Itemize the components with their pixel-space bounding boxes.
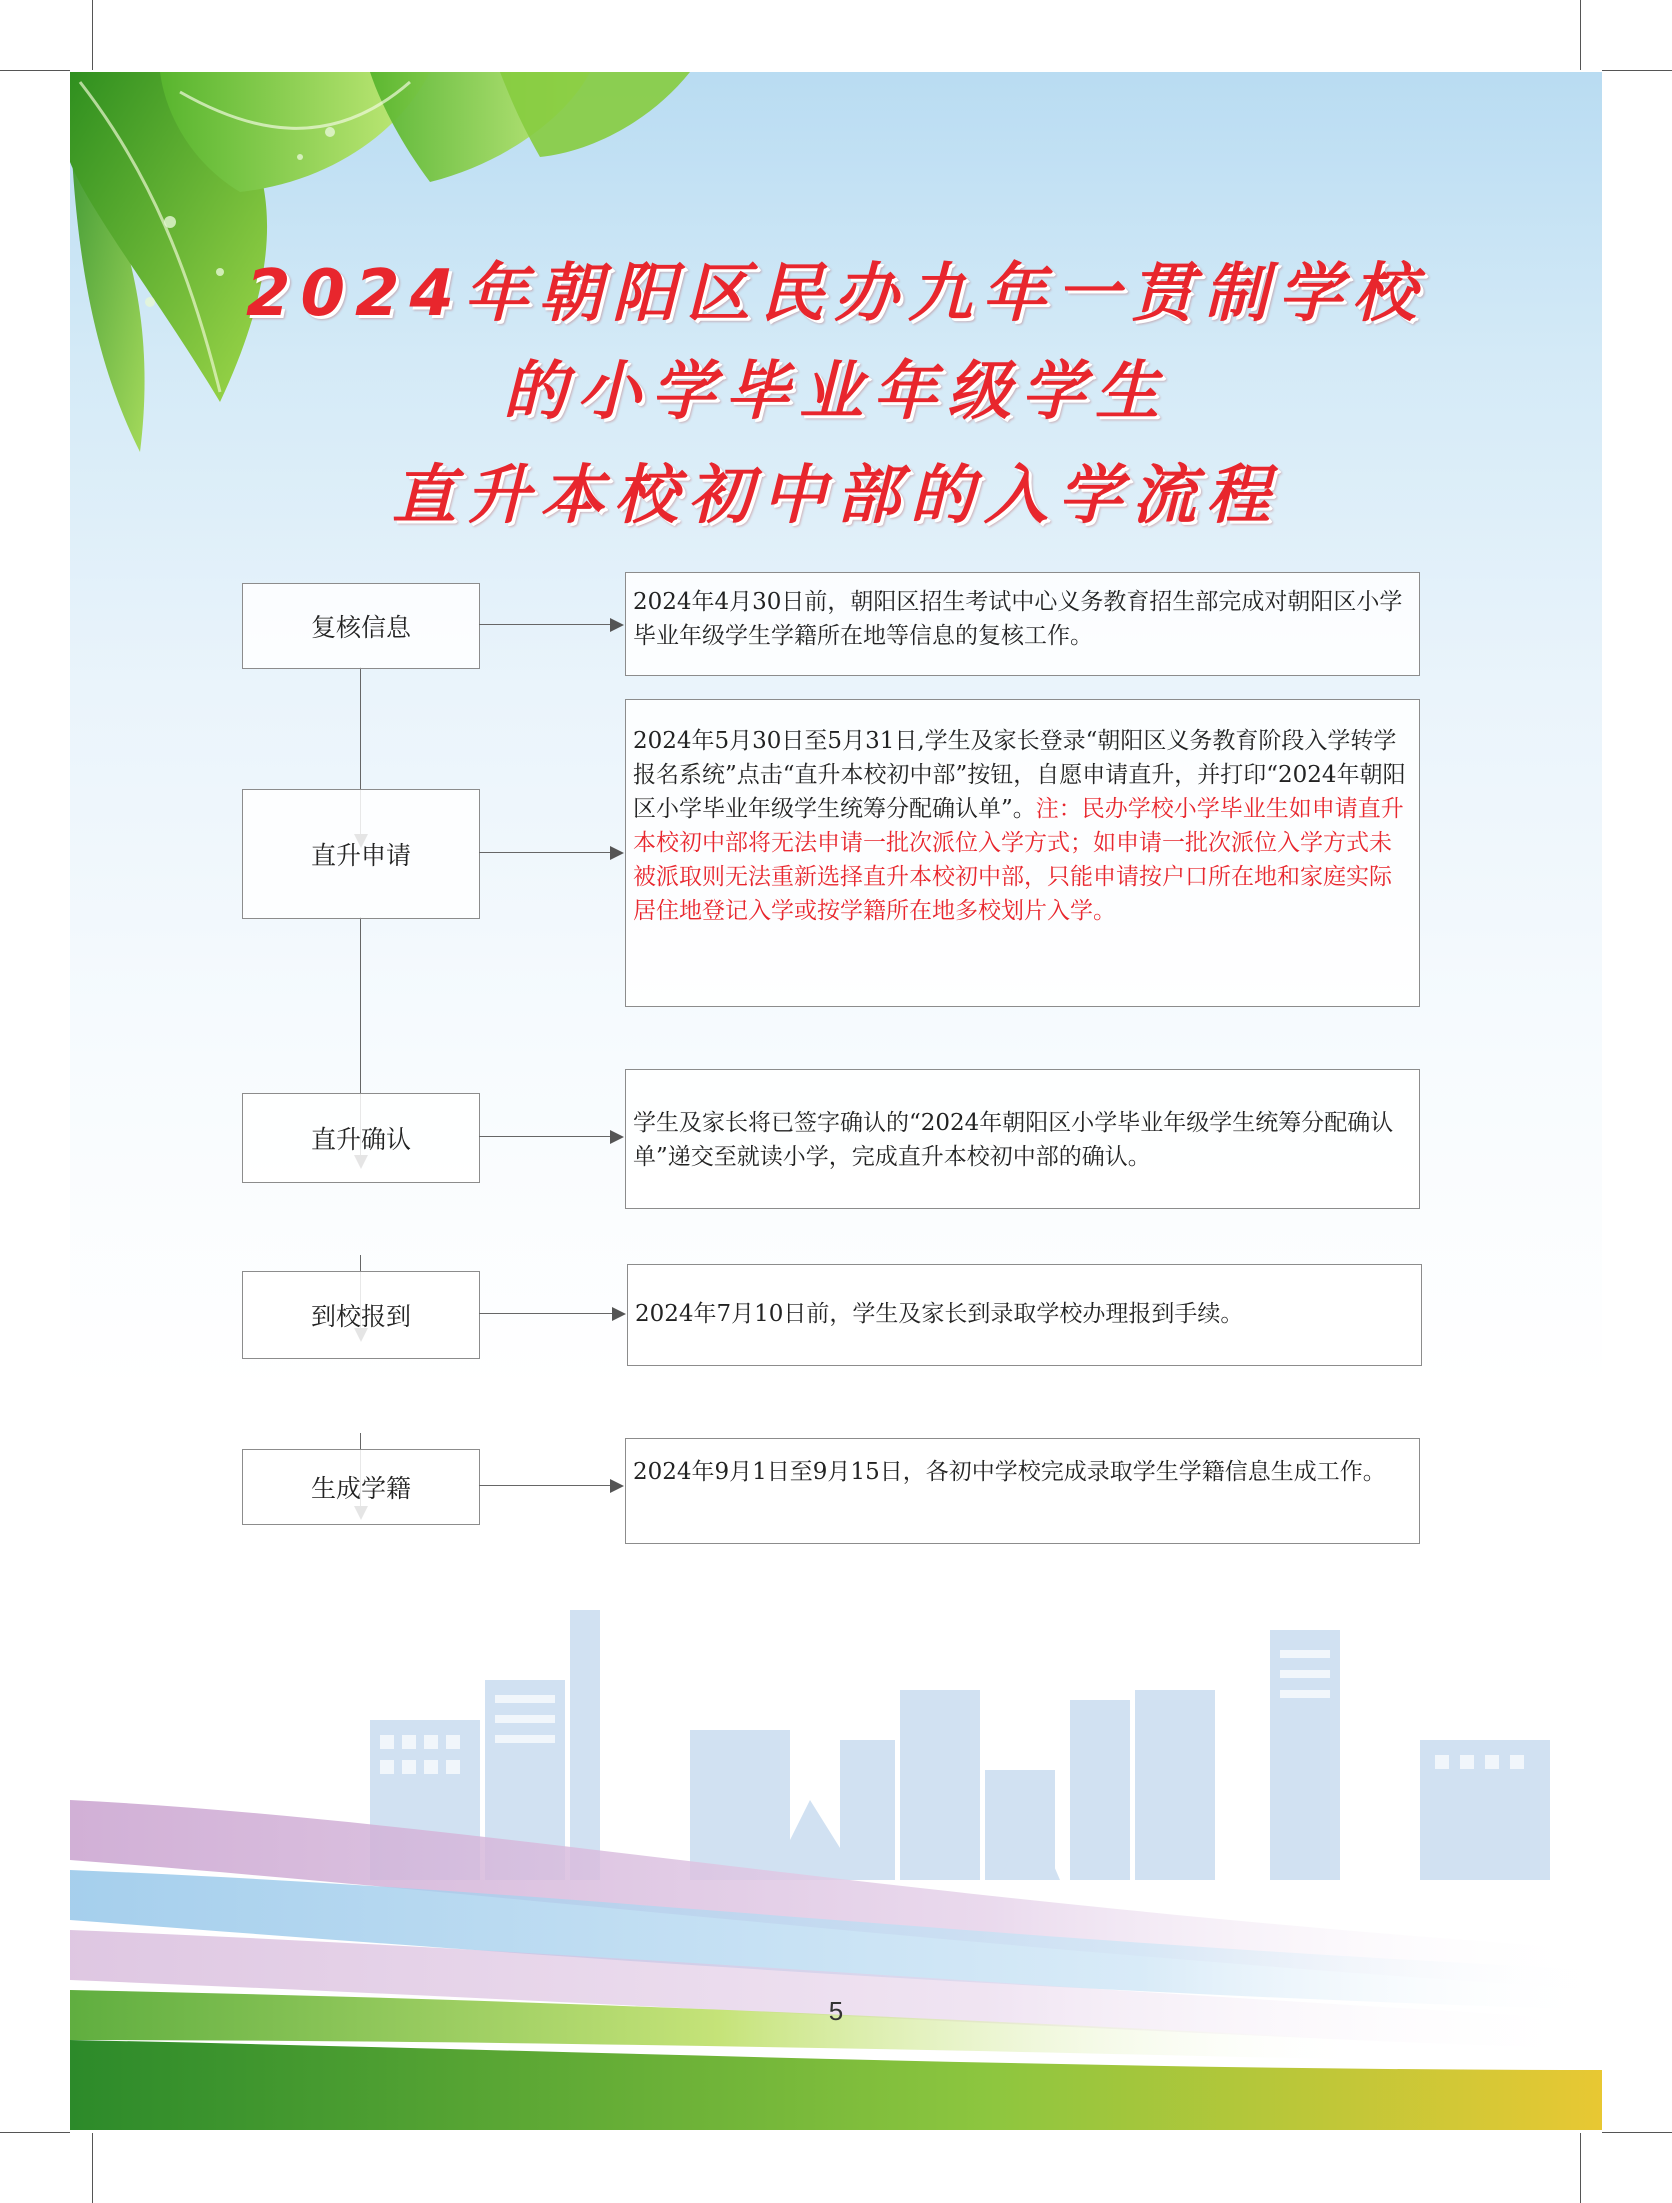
desc-text: 2024年4月30日前，朝阳区招生考试中心义务教育招生部完成对朝阳区小学毕业年级学生学籍所在地等信息的复核工作。 — [633, 589, 1403, 649]
crop-mark — [1580, 0, 1581, 70]
crop-mark — [0, 70, 70, 71]
arrow-right-icon — [610, 846, 624, 860]
step-desc-review-info — [625, 572, 1420, 676]
crop-mark — [1580, 2133, 1581, 2203]
page-title-line-3: 直升本校初中部的入学流程 — [392, 459, 1280, 533]
connector-line — [479, 1485, 611, 1486]
step-box-review-info: 复核信息 — [242, 583, 480, 669]
page-title-line-2: 的小学毕业年级学生 — [503, 355, 1169, 429]
crop-mark — [1602, 2132, 1672, 2133]
desc-note: 注：民办学校小学毕业生如申请直升本校初中部将无法申请一批次派位入学方式；如申请一批次派位入学方式未被派取则无法重新选择直升本校初中部，只能申请按户口所在地和家庭实际居住地登记入学或按学籍所在地多校划片入学。 — [633, 796, 1404, 924]
connector-line — [479, 852, 611, 853]
connector-line — [479, 624, 611, 625]
page — [70, 72, 1602, 2130]
desc-text: 2024年9月1日至9月15日，各初中学校完成录取学生学籍信息生成工作。 — [633, 1459, 1386, 1485]
connector-line — [479, 1313, 613, 1314]
step-box-apply: 直升申请 — [242, 789, 480, 919]
connector-line — [479, 1136, 611, 1137]
crop-mark — [92, 0, 93, 70]
arrow-right-icon — [610, 618, 624, 632]
page-number: 5 — [828, 1996, 844, 2026]
desc-text: 2024年5月30日至5月31日,学生及家长登录“朝阳区义务教育阶段入学转学报名系统”点击“直升本校初中部”按钮，自愿申请直升，并打印“2024年朝阳区小学毕业年级学生统筹分配确认单”。 — [633, 728, 1406, 822]
desc-text: 学生及家长将已签字确认的“2024年朝阳区小学毕业年级学生统筹分配确认单”递交至就读小学，完成直升本校初中部的确认。 — [633, 1110, 1394, 1170]
desc-text: 2024年7月10日前，学生及家长到录取学校办理报到手续。 — [635, 1301, 1244, 1327]
crop-mark — [1602, 70, 1672, 71]
step-desc-report — [627, 1264, 1422, 1366]
crop-mark — [92, 2133, 93, 2203]
step-box-report: 到校报到 — [242, 1271, 480, 1359]
step-desc-apply — [625, 699, 1420, 1007]
arrow-right-icon — [612, 1307, 626, 1321]
arrow-right-icon — [610, 1130, 624, 1144]
step-desc-confirm — [625, 1069, 1420, 1209]
page-title-line-1: 2024年朝阳区民办九年一贯制学校 — [245, 257, 1427, 331]
step-box-student-record: 生成学籍 — [242, 1449, 480, 1525]
city-skyline-decoration — [70, 1570, 1602, 2130]
arrow-right-icon — [610, 1479, 624, 1493]
step-box-confirm: 直升确认 — [242, 1093, 480, 1183]
step-desc-student-record — [625, 1438, 1420, 1544]
crop-mark — [0, 2132, 70, 2133]
